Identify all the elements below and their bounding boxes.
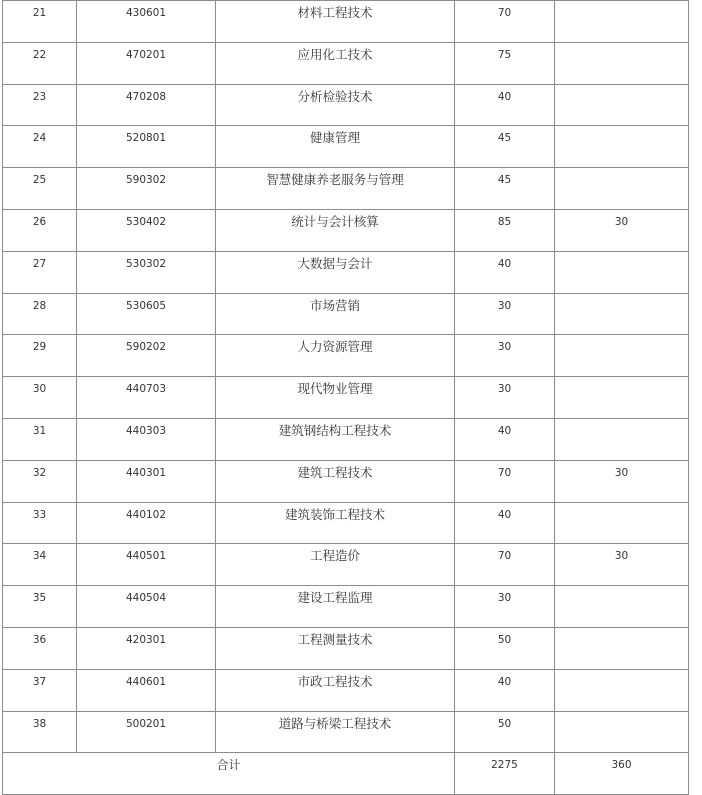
table-row	[3, 168, 689, 210]
total-plan: 2275	[455, 753, 555, 795]
table-row	[3, 502, 689, 544]
plan-count: 30	[455, 586, 555, 628]
plan-count: 40	[455, 502, 555, 544]
major-name: 健康管理	[216, 126, 455, 168]
major-code: 470208	[77, 84, 216, 126]
major-name: 材料工程技术	[216, 1, 455, 43]
row-number: 28	[3, 293, 77, 335]
table-row	[3, 42, 689, 84]
row-number: 22	[3, 42, 77, 84]
major-code: 590302	[77, 168, 216, 210]
plan-count: 30	[455, 293, 555, 335]
plan-count: 40	[455, 84, 555, 126]
row-number: 33	[3, 502, 77, 544]
plan-count: 30	[455, 335, 555, 377]
total-label: 合计	[3, 753, 455, 795]
major-code: 440703	[77, 377, 216, 419]
row-number: 27	[3, 251, 77, 293]
major-name: 智慧健康养老服务与管理	[216, 168, 455, 210]
major-name: 人力资源管理	[216, 335, 455, 377]
extra-count: 30	[555, 544, 689, 586]
major-name: 建筑钢结构工程技术	[216, 418, 455, 460]
total-extra: 360	[555, 753, 689, 795]
major-code: 590202	[77, 335, 216, 377]
major-code: 530605	[77, 293, 216, 335]
major-name: 应用化工技术	[216, 42, 455, 84]
plan-count: 50	[455, 627, 555, 669]
row-number: 29	[3, 335, 77, 377]
table-row	[3, 418, 689, 460]
row-number: 36	[3, 627, 77, 669]
extra-count	[555, 586, 689, 628]
major-name: 建筑装饰工程技术	[216, 502, 455, 544]
plan-count: 70	[455, 544, 555, 586]
major-name: 统计与会计核算	[216, 209, 455, 251]
major-name: 分析检验技术	[216, 84, 455, 126]
row-number: 37	[3, 669, 77, 711]
extra-count	[555, 627, 689, 669]
table-row	[3, 460, 689, 502]
table-row	[3, 544, 689, 586]
major-name: 市政工程技术	[216, 669, 455, 711]
extra-count	[555, 711, 689, 753]
extra-count: 30	[555, 460, 689, 502]
row-number: 21	[3, 1, 77, 43]
major-code: 420301	[77, 627, 216, 669]
major-code: 440102	[77, 502, 216, 544]
row-number: 24	[3, 126, 77, 168]
extra-count	[555, 418, 689, 460]
table-row	[3, 293, 689, 335]
row-number: 32	[3, 460, 77, 502]
extra-count	[555, 84, 689, 126]
row-number: 26	[3, 209, 77, 251]
row-number: 25	[3, 168, 77, 210]
extra-count	[555, 669, 689, 711]
major-code: 440501	[77, 544, 216, 586]
table-row	[3, 586, 689, 628]
plan-count: 40	[455, 418, 555, 460]
row-number: 38	[3, 711, 77, 753]
extra-count	[555, 293, 689, 335]
extra-count	[555, 502, 689, 544]
extra-count	[555, 168, 689, 210]
major-name: 大数据与会计	[216, 251, 455, 293]
major-name: 市场营销	[216, 293, 455, 335]
extra-count	[555, 335, 689, 377]
row-number: 23	[3, 84, 77, 126]
extra-count	[555, 126, 689, 168]
extra-count	[555, 251, 689, 293]
major-name: 现代物业管理	[216, 377, 455, 419]
total-row	[3, 753, 689, 795]
extra-count	[555, 1, 689, 43]
table-row	[3, 711, 689, 753]
plan-count: 70	[455, 1, 555, 43]
plan-count: 45	[455, 126, 555, 168]
plan-count: 70	[455, 460, 555, 502]
major-code: 500201	[77, 711, 216, 753]
row-number: 31	[3, 418, 77, 460]
table-row	[3, 627, 689, 669]
row-number: 34	[3, 544, 77, 586]
major-code: 440301	[77, 460, 216, 502]
extra-count	[555, 377, 689, 419]
major-code: 440504	[77, 586, 216, 628]
plan-count: 40	[455, 251, 555, 293]
major-code: 530402	[77, 209, 216, 251]
plan-count: 50	[455, 711, 555, 753]
row-number: 35	[3, 586, 77, 628]
plan-count: 30	[455, 377, 555, 419]
extra-count	[555, 42, 689, 84]
row-number: 30	[3, 377, 77, 419]
major-code: 440303	[77, 418, 216, 460]
major-code: 470201	[77, 42, 216, 84]
major-name: 工程造价	[216, 544, 455, 586]
table-row	[3, 377, 689, 419]
major-code: 530302	[77, 251, 216, 293]
major-name: 建筑工程技术	[216, 460, 455, 502]
table-body	[3, 1, 689, 795]
major-code: 440601	[77, 669, 216, 711]
table-row	[3, 1, 689, 43]
extra-count: 30	[555, 209, 689, 251]
plan-count: 40	[455, 669, 555, 711]
table-row	[3, 126, 689, 168]
major-code: 520801	[77, 126, 216, 168]
major-name: 工程测量技术	[216, 627, 455, 669]
major-name: 道路与桥梁工程技术	[216, 711, 455, 753]
plan-count: 85	[455, 209, 555, 251]
table-row	[3, 335, 689, 377]
table-row	[3, 84, 689, 126]
table-row	[3, 251, 689, 293]
table-row	[3, 209, 689, 251]
plan-count: 45	[455, 168, 555, 210]
plan-count: 75	[455, 42, 555, 84]
table-row	[3, 669, 689, 711]
enrollment-plan-table	[2, 0, 689, 795]
major-name: 建设工程监理	[216, 586, 455, 628]
major-code: 430601	[77, 1, 216, 43]
